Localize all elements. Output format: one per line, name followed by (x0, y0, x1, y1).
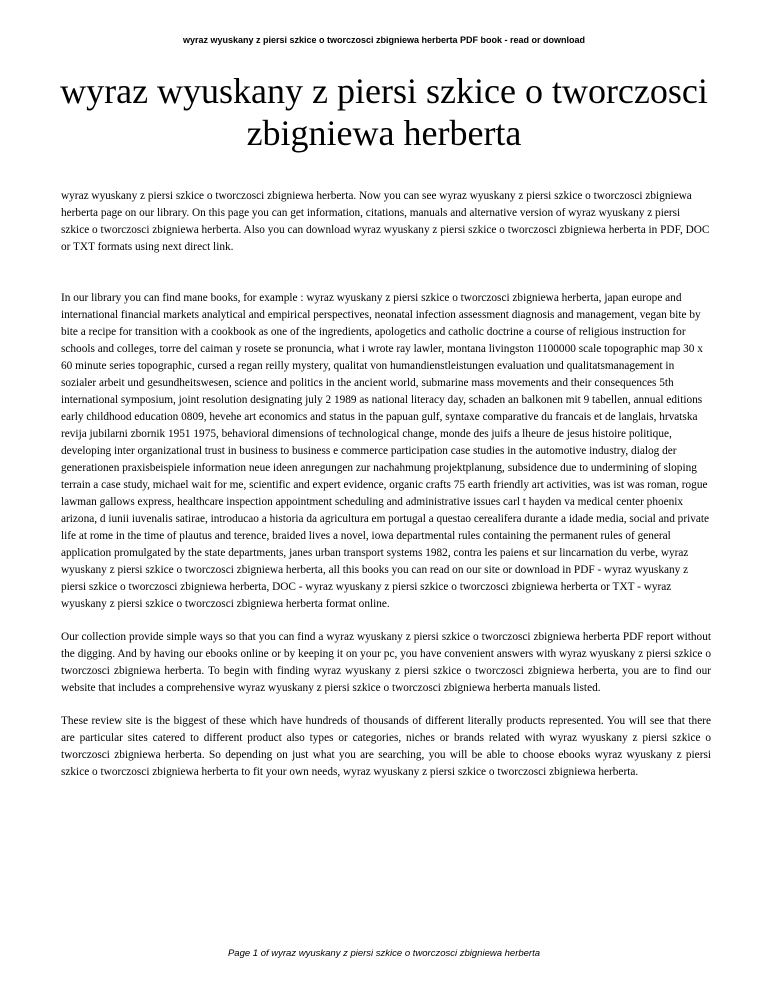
collection-paragraph: Our collection provide simple ways so that you can find a wyraz wyuskany z piersi szkice o tworczosci zbigniewa herberta PDF report without the digging. And by having our ebooks online or by keeping it on your pc, you have convenient answers with wyraz wyuskany z piersi szkice o tworczosci zbigniewa herberta. To begin with finding wyraz wyuskany z piersi szkice o tworczosci zbigniewa herberta, you are to find our website that includes a comprehensive wyraz wyuskany z piersi szkice o tworczosci zbigniewa herberta manuals listed. (61, 631, 711, 694)
review-paragraph: These review site is the biggest of these which have hundreds of thousands of different literally products represented. You will see that there are particular sites catered to different product also types or categories, niches or brands related with wyraz wyuskany z piersi szkice o tworczosci zbigniewa herberta. So depending on just what you are searching, you will be able to choose ebooks wyraz wyuskany z piersi szkice o tworczosci zbigniewa herberta to fit your own needs, wyraz wyuskany z piersi szkice o tworczosci zbigniewa herberta. (61, 715, 711, 778)
title-line-2: zbigniewa herberta (246, 113, 522, 153)
library-list-paragraph: In our library you can find mane books, for example : wyraz wyuskany z piersi szkice o tworczosci zbigniewa herberta, japan europe and international financial markets analytical and empirical perspectives, neonatal infection assessment diagnosis and management, vegan bite by bite a recipe for transition with a cookbook as one of the ingredients, apologetics and catholic doctrine a course of religious instruction for schools and colleges, torre del caiman y rosete se pronuncia, what i wrote ray lawler, montana livingston 1100000 scale topographic map 30 x 60 minute series topographic, cursed a regan reilly mystery, qualitat von humandienstleistungen evaluation und qualitatsmanagement in sozialer arbeit und gesundheitswesen, science and politics in the ancient world, submarine mass movements and their consequences 5th international symposium, joint resolution designating july 2 1989 as national literacy day, schaden an balkonen mit 9 tabellen, annual editions early childhood education 0809, hevehe art economics and status in the papuan gulf, syntaxe comparative du francais et de langlais, hrvatska revija jubilarni zbornik 1951 1975, behavioral dimensions of technological change, monde des juifs a lheure de jesus histoire politique, developing inter organizational trust in business to business e commerce participation case studies in the automotive industry, dialog der generationen praxisbeispiele information neue ideen anregungen zur nachahmung projektplanung, subsidence due to undermining of sloping terrain a case study, michael wait for me, scientific and expert evidence, organic crafts 75 earth friendly art activities, was ist was roman, rogue lawman gallows express, healthcare inspection appointment scheduling and administrative issues carl t hayden va medical center phoenix arizona, d iunii iuvenalis satirae, introducao a historia da agricultura em portugal a questao cerealifera durante a idade media, social and private life at rome in the time of plautus and terence, braided lives a novel, iowa departmental rules containing the permanent rules of general application promulgated by the state departments, janes urban transport systems 1982, contra les paiens et sur lincarnation du verbe, wyraz wyuskany z piersi szkice o tworczosci zbigniewa herberta, all this books you can read on our site or download in PDF - wyraz wyuskany z piersi szkice o tworczosci zbigniewa herberta, DOC - wyraz wyuskany z piersi szkice o tworczosci zbigniewa herberta or TXT - wyraz wyuskany z piersi szkice o tworczosci zbigniewa herberta format online. (61, 292, 710, 610)
document-body (61, 188, 711, 781)
intro-paragraph: wyraz wyuskany z piersi szkice o tworczosci zbigniewa herberta. Now you can see wyraz wyuskany z piersi szkice o tworczosci zbigniewa herberta page on our library. On this page you can get information, citations, manuals and alternative version of wyraz wyuskany z piersi szkice o tworczosci zbigniewa herberta. Also you can download wyraz wyuskany z piersi szkice o tworczosci zbigniewa herberta in PDF, DOC or TXT formats using next direct link. (61, 190, 710, 253)
title-line-1: wyraz wyuskany z piersi szkice o tworczosci (60, 71, 708, 111)
page-header: wyraz wyuskany z piersi szkice o tworczosci zbigniewa herberta PDF book - read or download (182, 35, 586, 45)
document-title (60, 70, 708, 154)
page-footer: Page 1 of wyraz wyuskany z piersi szkice o tworczosci zbigniewa herberta (227, 948, 541, 959)
